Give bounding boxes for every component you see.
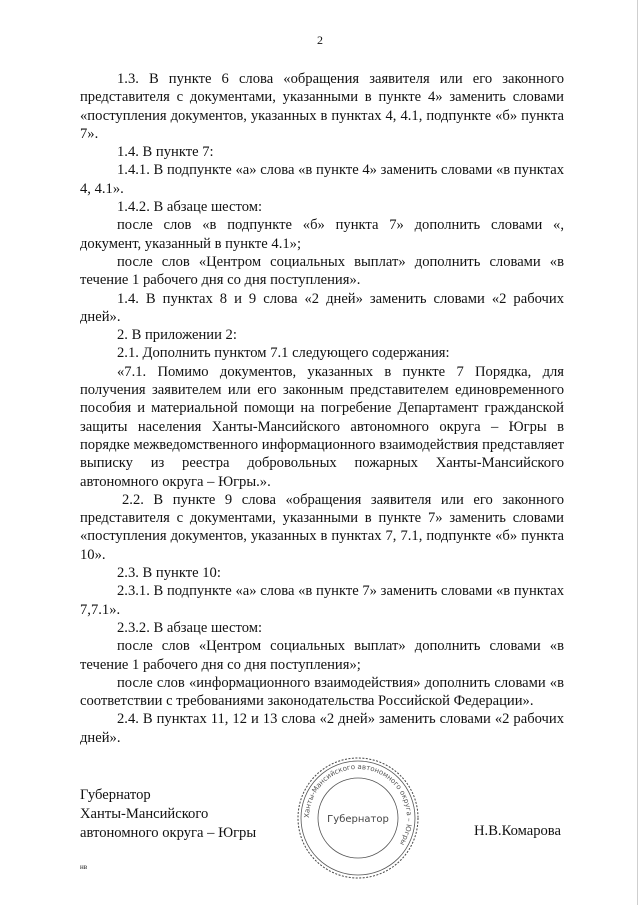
paragraph: 2.3.2. В абзаце шестом: <box>117 619 262 636</box>
page-number: 2 <box>317 33 323 47</box>
official-seal <box>295 755 421 886</box>
paragraph: 2.1. Дополнить пунктом 7.1 следующего содержания: <box>117 345 450 362</box>
seal-center-text: Губернатор <box>327 814 389 825</box>
paragraph: 1.4.1. В подпункте «а» слова «в пункте 4» заменить словами «в пунктах 4, 4.1». <box>80 162 564 197</box>
signatory-name: Н.В.Комарова <box>474 823 561 839</box>
paragraph: 2.3. В пункте 10: <box>117 565 221 582</box>
paragraph: 1.4.2. В абзаце шестом: <box>117 199 262 216</box>
paragraph: после слов «Центром социальных выплат» дополнить словами «в течение 1 рабочего дня со дня поступления»; <box>80 638 564 673</box>
signature-title-line-3: автономного округа – Югры <box>80 825 257 841</box>
paragraph: «7.1. Помимо документов, указанных в пункте 7 Порядка, для получения заявителем или его законным представителем единовременного пособия и материальной помощи на погребение Департамент гражданской защиты населения Ханты-Мансийского автономного округа – Югры в порядке межведомственного информационного взаимодействия представляет выписку из реестра добровольных пожарных Ханты-Мансийского автономного округа – Югры.». <box>80 363 564 490</box>
page-edge-line <box>637 0 638 905</box>
signature-title-line-1: Губернатор <box>80 787 151 803</box>
paragraph: 1.3. В пункте 6 слова «обращения заявителя или его законного представителя с документами, указанными в пункте 4» заменить словами «поступления документов, указанных в пунктах 4, 4.1, подпункте «б» пункта 7». <box>80 71 564 142</box>
paragraph: после слов «информационного взаимодействия» дополнить словами «в соответствии с требованиями законодательства Российской Федерации». <box>80 674 564 710</box>
document-body <box>80 70 564 747</box>
paragraph: 2. В приложении 2: <box>117 327 237 344</box>
paragraph: 2.3.1. В подпункте «а» слова «в пункте 7» заменить словами «в пунктах 7,7.1». <box>80 583 564 618</box>
paragraph: 2.2. В пункте 9 слова «обращения заявителя или его законного представителя с документами, указанными в пункте 7» заменить словами «поступления документов, указанных в пунктах 7, 7.1, подпункте «б» пункта 10». <box>80 491 564 563</box>
paragraph: после слов «Центром социальных выплат» дополнить словами «в течение 1 рабочего дня со дня поступления». <box>80 253 564 289</box>
paragraph: 2.4. В пунктах 11, 12 и 13 слова «2 дней» заменить словами «2 рабочих дней». <box>80 711 564 746</box>
signature-title-line-2: Ханты-Мансийского <box>80 806 209 822</box>
footer-mark: нв <box>80 863 88 871</box>
paragraph: после слов «в подпункте «б» пункта 7» дополнить словами «, документ, указанный в пункте 4.1»; <box>80 217 564 252</box>
seal-ring-text: Ханты-Мансийского автономного округа – Югры <box>302 762 414 847</box>
paragraph: 1.4. В пунктах 8 и 9 слова «2 дней» заменить словами «2 рабочих дней». <box>80 290 564 325</box>
paragraph: 1.4. В пункте 7: <box>117 144 214 161</box>
signature-title-block <box>80 786 256 843</box>
